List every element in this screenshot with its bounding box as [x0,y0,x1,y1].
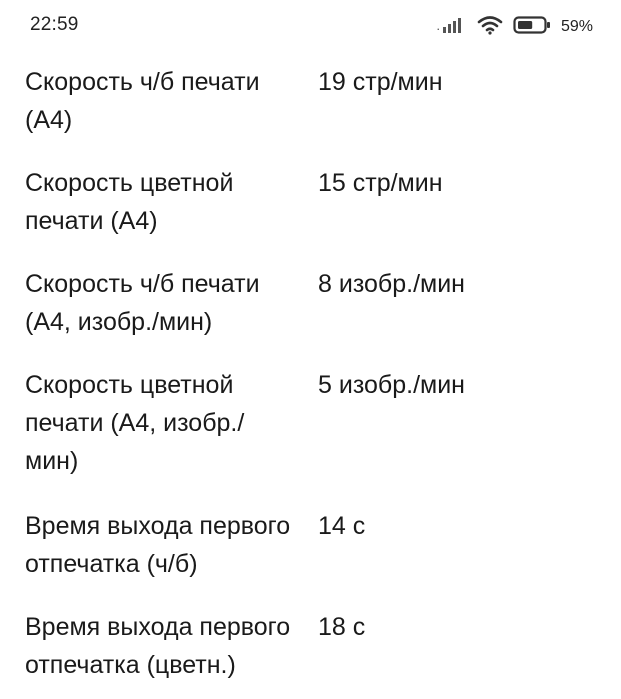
battery-icon [513,15,551,40]
spec-value: 8 изобр./мин [318,270,465,298]
spec-label: Скорость цветной печати (А4) [25,169,234,235]
spec-value: 15 стр/мин [318,169,443,197]
cellular-signal-icon [437,16,467,39]
status-bar [0,0,621,56]
battery-percent: 59% [560,18,593,35]
spec-label: Время выхода первого отпечатка (ч/б) [25,512,291,578]
status-time: 22:59 [30,14,79,35]
spec-value: 18 с [318,613,366,641]
status-indicators [437,14,593,40]
spec-label: Скорость цветной печати (А4, изобр./ мин) [25,371,245,475]
svg-text:.: . [436,21,440,32]
spec-value: 14 с [318,512,366,540]
spec-value: 19 стр/мин [318,68,443,96]
spec-label: Скорость ч/б печати (А4, изобр./мин) [25,270,260,336]
spec-label: Скорость ч/б печати (А4) [25,68,260,134]
wifi-icon [477,15,503,40]
spec-label: Время выхода первого отпечатка (цветн.) [25,613,291,679]
spec-value: 5 изобр./мин [318,371,465,399]
